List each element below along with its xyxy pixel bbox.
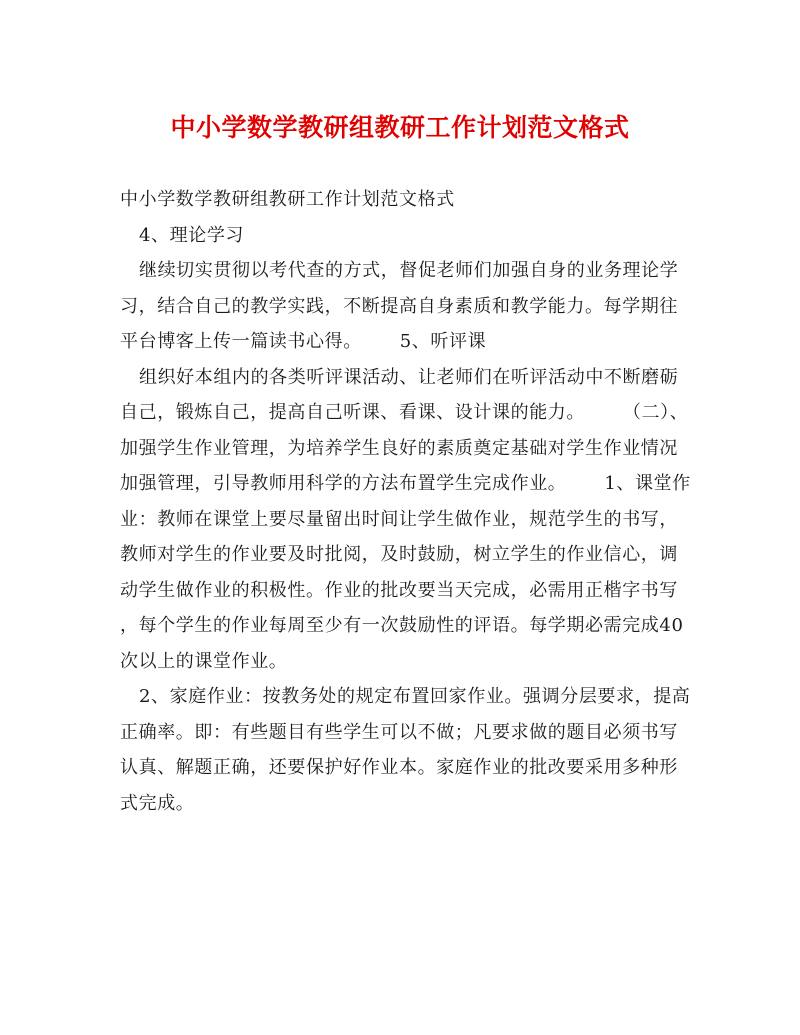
document-body xyxy=(120,182,691,821)
text-line: 教师对学生的作业要及时批阅，及时鼓励，树立学生的作业信心，调 xyxy=(120,544,678,565)
text-line: 动学生做作业的积极性。作业的批改要当天完成，必需用正楷字书写 xyxy=(120,579,678,601)
text-line: 自己，锻炼自己，提高自己听课、看课、设计课的能力。 （二）、 xyxy=(120,402,689,423)
text-line: 认真、解题正确，还要保护好作业本。家庭作业的批改要采用多种形 xyxy=(120,757,678,778)
text-line: 平台博客上传一篇读书心得。 5、听评课 xyxy=(120,331,487,352)
text-line: 组织好本组内的各类听评课活动、让老师们在听评活动中不断磨砺 xyxy=(120,366,679,388)
text-line: 2、家庭作业：按教务处的规定布置回家作业。强调分层要求，提高 xyxy=(120,686,691,707)
text-line: 式完成。 xyxy=(120,792,195,814)
text-line: 继续切实贯彻以考代查的方式，督促老师们加强自身的业务理论学 xyxy=(120,260,679,281)
text-line: ，每个学生的作业每周至少有一次鼓励性的评语。每学期必需完成40 xyxy=(120,615,684,636)
text-line: 次以上的课堂作业。 xyxy=(120,650,288,672)
text-line: 正确率。即：有些题目有些学生可以不做；凡要求做的题目必须书写 xyxy=(120,721,678,743)
text-line: 4、理论学习 xyxy=(120,224,245,246)
text-line: 业：教师在课堂上要尽量留出时间让学生做作业，规范学生的书写， xyxy=(120,508,678,530)
text-line: 加强管理，引导教师用科学的方法布置学生完成作业。 1、课堂作 xyxy=(120,473,691,494)
text-line: 加强学生作业管理，为培养学生良好的素质奠定基础对学生作业情况 xyxy=(120,437,678,459)
text-line: 中小学数学教研组教研工作计划范文格式 xyxy=(120,189,455,210)
text-line: 习，结合自己的教学实践，不断提高自身素质和教学能力。每学期往 xyxy=(120,295,678,317)
document-title: 中小学数学教研组教研工作计划范文格式 xyxy=(170,113,630,142)
